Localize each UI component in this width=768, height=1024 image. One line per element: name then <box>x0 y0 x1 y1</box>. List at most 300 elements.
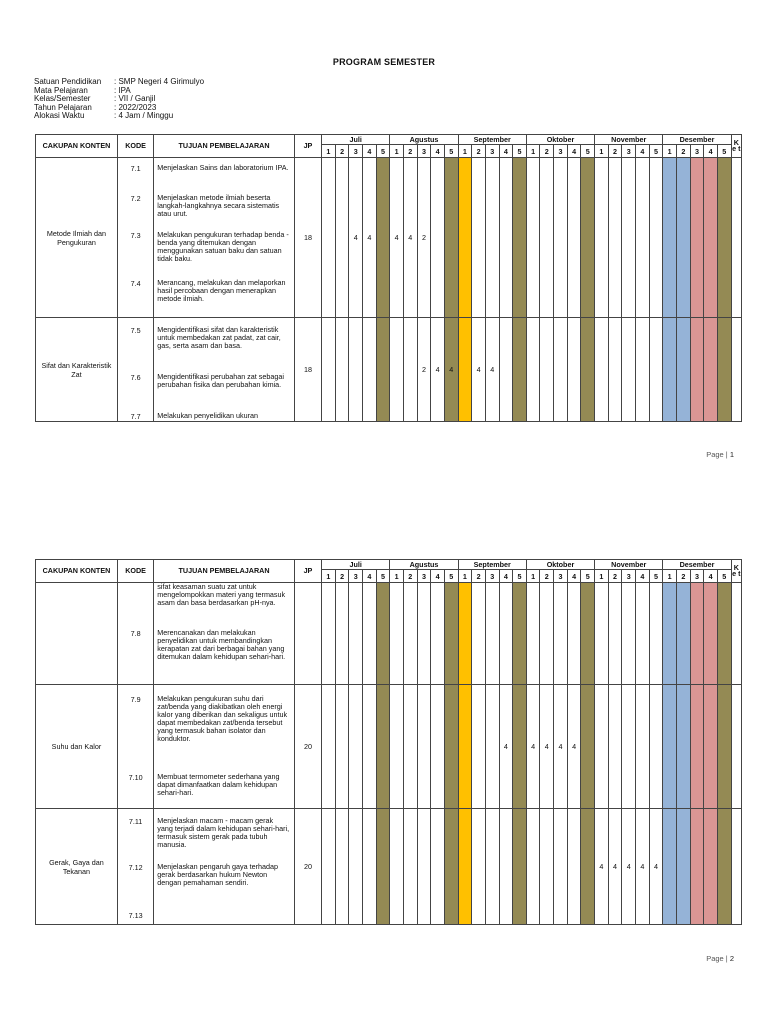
kode-value: 7.8 <box>130 629 141 638</box>
week-cell <box>513 685 527 809</box>
week-cell <box>444 809 458 925</box>
week-cell <box>567 583 581 685</box>
week-cell <box>390 809 404 925</box>
week-cell <box>663 318 677 422</box>
week-number: 1 <box>390 145 404 158</box>
ket-cell <box>731 809 741 925</box>
kode-value: 7.2 <box>130 194 141 203</box>
week-cell <box>444 685 458 809</box>
jp-value <box>294 583 321 685</box>
week-cell <box>690 583 704 685</box>
week-cell <box>485 809 499 925</box>
week-cell <box>581 583 595 685</box>
tujuan-cell <box>154 685 295 809</box>
week-cell <box>622 685 636 809</box>
week-cell <box>581 809 595 925</box>
week-cell <box>717 809 731 925</box>
week-cell <box>717 318 731 422</box>
week-number: 1 <box>322 570 336 583</box>
kode-cell <box>117 685 153 809</box>
week-number: 3 <box>622 570 636 583</box>
week-cell <box>363 318 377 422</box>
cakupan-konten: Sifat dan Karakteristik Zat <box>36 318 118 422</box>
week-cell <box>390 318 404 422</box>
tujuan-text: Merancang, melakukan dan melaporkan hasil percobaan dengan menerapkan metode ilmiah. <box>157 278 286 303</box>
week-cell <box>663 158 677 318</box>
kode-value: 7.13 <box>128 911 143 920</box>
week-cell <box>403 583 417 685</box>
week-cell: 4 <box>485 318 499 422</box>
week-cell <box>608 158 622 318</box>
week-number: 4 <box>363 145 377 158</box>
week-cell <box>376 809 390 925</box>
kode-value: 7.5 <box>130 326 141 335</box>
week-cell <box>376 158 390 318</box>
program-table <box>35 559 742 925</box>
week-cell <box>431 809 445 925</box>
week-number: 3 <box>485 145 499 158</box>
week-cell <box>717 685 731 809</box>
month-header: November <box>595 560 663 570</box>
month-header: Juli <box>322 560 390 570</box>
week-cell <box>513 318 527 422</box>
week-number: 5 <box>581 145 595 158</box>
week-cell <box>595 583 609 685</box>
week-number: 3 <box>349 570 363 583</box>
week-cell <box>704 318 718 422</box>
week-number: 2 <box>677 570 691 583</box>
week-cell: 2 <box>417 158 431 318</box>
week-cell <box>458 685 472 809</box>
week-cell <box>349 318 363 422</box>
week-number: 1 <box>458 570 472 583</box>
week-cell <box>717 158 731 318</box>
info-value: : 2022/2023 <box>114 102 157 112</box>
table-row <box>36 158 742 318</box>
week-cell <box>376 685 390 809</box>
week-number: 5 <box>717 145 731 158</box>
table-row <box>36 685 742 809</box>
table-row <box>36 318 742 422</box>
week-number: 5 <box>649 570 663 583</box>
week-cell: 4 <box>636 809 650 925</box>
week-number: 3 <box>417 145 431 158</box>
week-number: 3 <box>622 145 636 158</box>
week-number: 1 <box>458 145 472 158</box>
month-header: November <box>595 135 663 145</box>
week-number: 3 <box>554 570 568 583</box>
week-cell <box>390 583 404 685</box>
week-cell <box>526 318 540 422</box>
tujuan-text: Mengidentifikasi sifat dan karakteristik untuk membedakan zat padat, zat cair, gas, serta asam dan basa. <box>157 325 281 350</box>
week-number: 4 <box>499 145 513 158</box>
week-number: 2 <box>335 570 349 583</box>
tujuan-text: Menjelaskan metode ilmiah beserta langkah-langkahnya secara sistematis atau urut. <box>157 193 280 218</box>
info-value: : IPA <box>114 85 131 95</box>
ket-cell <box>731 685 741 809</box>
week-number: 5 <box>376 145 390 158</box>
week-cell <box>322 809 336 925</box>
week-cell <box>636 583 650 685</box>
tujuan-text: Mengidentifikasi perubahan zat sebagai perubahan fisika dan perubahan kimia. <box>157 372 284 389</box>
month-header: Desember <box>663 560 731 570</box>
week-cell <box>376 318 390 422</box>
week-cell <box>403 809 417 925</box>
week-cell: 4 <box>390 158 404 318</box>
month-header: Desember <box>663 135 731 145</box>
week-cell <box>513 809 527 925</box>
kode-value: 7.7 <box>130 412 141 421</box>
week-cell <box>322 685 336 809</box>
week-number: 3 <box>554 145 568 158</box>
kode-cell <box>117 158 153 318</box>
week-number: 3 <box>417 570 431 583</box>
week-cell <box>431 685 445 809</box>
week-cell <box>322 158 336 318</box>
week-cell <box>636 318 650 422</box>
week-cell: 4 <box>444 318 458 422</box>
week-cell: 4 <box>472 318 486 422</box>
week-cell <box>595 158 609 318</box>
month-header: September <box>458 135 526 145</box>
week-cell <box>677 158 691 318</box>
week-number: 2 <box>403 145 417 158</box>
week-number: 5 <box>376 570 390 583</box>
tujuan-text: Menjelaskan macam - macam gerak yang terjadi dalam kehidupan sehari-hari, termasuk sistem gerak pada tubuh manusia. <box>157 816 290 849</box>
week-cell <box>704 158 718 318</box>
week-number: 1 <box>526 570 540 583</box>
week-cell <box>649 685 663 809</box>
week-number: 5 <box>513 570 527 583</box>
info-value: : 4 Jam / Minggu <box>114 111 174 121</box>
kode-value: 7.9 <box>130 695 141 704</box>
week-cell <box>335 685 349 809</box>
week-cell <box>567 158 581 318</box>
week-cell <box>363 809 377 925</box>
page-label: Page | <box>706 954 730 963</box>
week-cell: 4 <box>499 685 513 809</box>
kode-value: 7.4 <box>130 279 141 288</box>
page-footer <box>706 450 734 459</box>
tujuan-cell <box>154 809 295 925</box>
kode-value: 7.10 <box>128 773 143 782</box>
header-tujuan-pembelajaran: TUJUAN PEMBELAJARAN <box>154 560 295 583</box>
week-number: 3 <box>690 145 704 158</box>
week-number: 5 <box>444 570 458 583</box>
week-number: 1 <box>595 145 609 158</box>
week-cell <box>513 158 527 318</box>
week-cell <box>526 583 540 685</box>
kode-cell <box>117 583 153 685</box>
week-cell: 4 <box>349 158 363 318</box>
table-row <box>36 583 742 685</box>
week-number: 1 <box>322 145 336 158</box>
week-number: 2 <box>608 570 622 583</box>
week-number: 2 <box>335 145 349 158</box>
tujuan-text: Membuat termometer sederhana yang dapat dimanfaatkan dalam kehidupan sehari-hari. <box>157 772 280 797</box>
week-cell <box>690 158 704 318</box>
week-cell <box>485 583 499 685</box>
week-number: 2 <box>472 570 486 583</box>
info-label: Alokasi Waktu <box>34 111 85 121</box>
week-cell <box>677 318 691 422</box>
week-number: 5 <box>444 145 458 158</box>
info-label: Mata Pelajaran <box>34 85 88 95</box>
info-label: Kelas/Semester <box>34 94 91 104</box>
week-cell <box>322 583 336 685</box>
week-cell <box>663 583 677 685</box>
week-cell <box>363 685 377 809</box>
week-cell <box>690 318 704 422</box>
tujuan-text: Menjelaskan Sains dan laboratorium IPA. <box>157 163 289 172</box>
week-cell <box>690 809 704 925</box>
month-header: Oktober <box>526 560 594 570</box>
month-header: Agustus <box>390 135 458 145</box>
week-cell <box>663 809 677 925</box>
week-number: 4 <box>363 570 377 583</box>
week-cell: 2 <box>417 318 431 422</box>
week-number: 2 <box>677 145 691 158</box>
month-header: Agustus <box>390 560 458 570</box>
kode-value: 7.11 <box>128 817 143 826</box>
week-cell <box>622 583 636 685</box>
week-cell <box>595 318 609 422</box>
document-info <box>34 78 204 121</box>
week-cell <box>677 809 691 925</box>
week-cell <box>376 583 390 685</box>
week-cell <box>349 809 363 925</box>
week-cell: 4 <box>649 809 663 925</box>
header-jp: JP <box>294 560 321 583</box>
week-cell <box>458 583 472 685</box>
cakupan-konten: Gerak, Gaya dan Tekanan <box>36 809 118 925</box>
tujuan-text: Melakukan penyelidikan ukuran <box>157 411 258 420</box>
week-cell <box>335 809 349 925</box>
header-cakupan-konten: CAKUPAN KONTEN <box>36 135 118 158</box>
week-cell <box>704 809 718 925</box>
week-cell <box>349 583 363 685</box>
week-number: 5 <box>649 145 663 158</box>
week-cell <box>335 583 349 685</box>
week-number: 2 <box>540 145 554 158</box>
week-number: 5 <box>513 145 527 158</box>
week-cell <box>499 318 513 422</box>
week-cell <box>363 583 377 685</box>
week-number: 3 <box>485 570 499 583</box>
info-row <box>34 112 204 121</box>
week-cell <box>567 318 581 422</box>
week-cell <box>335 318 349 422</box>
week-cell <box>663 685 677 809</box>
jp-value: 18 <box>294 318 321 422</box>
week-number: 4 <box>499 570 513 583</box>
cakupan-konten: Suhu dan Kalor <box>36 685 118 809</box>
header-jp: JP <box>294 135 321 158</box>
week-cell: 4 <box>622 809 636 925</box>
week-cell <box>458 318 472 422</box>
week-cell <box>567 809 581 925</box>
tujuan-text: Melakukan pengukuran terhadap benda - benda yang ditemukan dengan menggunakan satuan baku dan satuan tidak baku. <box>157 230 289 263</box>
week-number: 4 <box>431 145 445 158</box>
week-cell <box>622 158 636 318</box>
week-number: 3 <box>690 570 704 583</box>
cakupan-konten: Metode Ilmiah dan Pengukuran <box>36 158 118 318</box>
week-number: 5 <box>717 570 731 583</box>
week-cell <box>431 158 445 318</box>
week-cell <box>690 685 704 809</box>
week-number: 4 <box>636 145 650 158</box>
header-cakupan-konten: CAKUPAN KONTEN <box>36 560 118 583</box>
week-cell <box>499 809 513 925</box>
kode-value: 7.6 <box>130 373 141 382</box>
week-cell <box>403 685 417 809</box>
week-number: 3 <box>349 145 363 158</box>
week-cell <box>540 158 554 318</box>
week-cell <box>554 583 568 685</box>
cakupan-konten <box>36 583 118 685</box>
week-cell: 4 <box>403 158 417 318</box>
kode-cell <box>117 809 153 925</box>
page-label: Page | <box>706 450 730 459</box>
week-cell: 4 <box>608 809 622 925</box>
week-cell <box>417 583 431 685</box>
ket-cell <box>731 318 741 422</box>
week-cell <box>540 318 554 422</box>
week-cell <box>472 809 486 925</box>
week-number: 1 <box>663 145 677 158</box>
table-row <box>36 809 742 925</box>
week-number: 4 <box>567 570 581 583</box>
week-cell <box>499 583 513 685</box>
kode-value: 7.1 <box>130 164 141 173</box>
week-cell <box>540 583 554 685</box>
week-cell <box>636 685 650 809</box>
week-cell <box>581 158 595 318</box>
week-cell <box>581 318 595 422</box>
week-cell <box>649 583 663 685</box>
week-cell <box>649 158 663 318</box>
info-label: Satuan Pendidikan <box>34 77 102 86</box>
week-number: 4 <box>431 570 445 583</box>
week-cell <box>581 685 595 809</box>
week-cell <box>485 685 499 809</box>
week-cell: 4 <box>595 809 609 925</box>
week-cell <box>403 318 417 422</box>
week-cell <box>417 685 431 809</box>
week-number: 1 <box>663 570 677 583</box>
week-cell <box>335 158 349 318</box>
week-cell: 4 <box>567 685 581 809</box>
header-tujuan-pembelajaran: TUJUAN PEMBELAJARAN <box>154 135 295 158</box>
week-number: 4 <box>704 570 718 583</box>
week-cell <box>431 583 445 685</box>
week-cell <box>636 158 650 318</box>
week-cell <box>622 318 636 422</box>
month-header: Juli <box>322 135 390 145</box>
week-cell <box>458 158 472 318</box>
week-cell <box>677 685 691 809</box>
week-cell <box>417 809 431 925</box>
week-cell <box>444 158 458 318</box>
header-kode: KODE <box>117 135 153 158</box>
jp-value: 20 <box>294 809 321 925</box>
week-cell <box>458 809 472 925</box>
week-cell <box>540 809 554 925</box>
week-cell <box>608 318 622 422</box>
week-cell <box>608 685 622 809</box>
week-cell <box>554 158 568 318</box>
week-cell <box>677 583 691 685</box>
jp-value: 18 <box>294 158 321 318</box>
tujuan-cell <box>154 583 295 685</box>
week-number: 1 <box>526 145 540 158</box>
tujuan-text: Merencanakan dan melakukan penyelidikan untuk membandingkan kerapatan zat dari berbagai bahan yang ditemukan dalam kehidupan sehari-hari. <box>157 628 286 661</box>
week-cell: 4 <box>540 685 554 809</box>
week-cell <box>595 685 609 809</box>
kode-value: 7.12 <box>128 863 143 872</box>
week-cell <box>444 583 458 685</box>
week-number: 2 <box>472 145 486 158</box>
week-cell <box>717 583 731 685</box>
week-cell <box>554 809 568 925</box>
program-table <box>35 134 742 422</box>
week-cell <box>499 158 513 318</box>
week-cell <box>554 318 568 422</box>
info-label: Tahun Pelajaran <box>34 102 92 112</box>
week-cell: 4 <box>431 318 445 422</box>
week-cell <box>526 809 540 925</box>
tujuan-text: Menjelaskan pengaruh gaya terhadap gerak berdasarkan hukum Newton dengan pemahaman sendiri. <box>157 862 278 887</box>
week-cell <box>704 685 718 809</box>
week-cell <box>608 583 622 685</box>
tujuan-text: Melakukan pengukuran suhu dari zat/benda yang diakibatkan oleh energi kalor yang diberikan dan sekaligus untuk dapat membedakan zat/benda tersebut yang termasuk bahan isolator dan konduktor. <box>157 694 288 743</box>
info-value: : SMP Negeri 4 Girimulyo <box>114 77 205 86</box>
header-kode: KODE <box>117 560 153 583</box>
page-title: PROGRAM SEMESTER <box>332 57 436 67</box>
tujuan-cell <box>154 158 295 318</box>
page-number: 1 <box>729 450 734 459</box>
week-cell <box>526 158 540 318</box>
ket-cell <box>731 158 741 318</box>
week-cell <box>472 583 486 685</box>
week-number: 2 <box>540 570 554 583</box>
week-number: 4 <box>636 570 650 583</box>
week-number: 2 <box>403 570 417 583</box>
kode-value: 7.3 <box>130 231 141 240</box>
week-cell <box>513 583 527 685</box>
week-cell: 4 <box>363 158 377 318</box>
jp-value: 20 <box>294 685 321 809</box>
tujuan-cell <box>154 318 295 422</box>
month-header: September <box>458 560 526 570</box>
week-cell <box>472 685 486 809</box>
week-number: 4 <box>567 145 581 158</box>
info-value: : VII / Ganjil <box>114 94 156 104</box>
kode-cell <box>117 318 153 422</box>
week-cell <box>485 158 499 318</box>
week-cell: 4 <box>554 685 568 809</box>
week-number: 2 <box>608 145 622 158</box>
page-number: 2 <box>729 954 734 963</box>
week-number: 5 <box>581 570 595 583</box>
week-number: 1 <box>595 570 609 583</box>
week-cell <box>322 318 336 422</box>
week-cell <box>390 685 404 809</box>
week-cell <box>472 158 486 318</box>
header-ket: K e t <box>731 560 741 583</box>
header-ket: K e t <box>731 135 741 158</box>
page-footer <box>706 954 734 963</box>
